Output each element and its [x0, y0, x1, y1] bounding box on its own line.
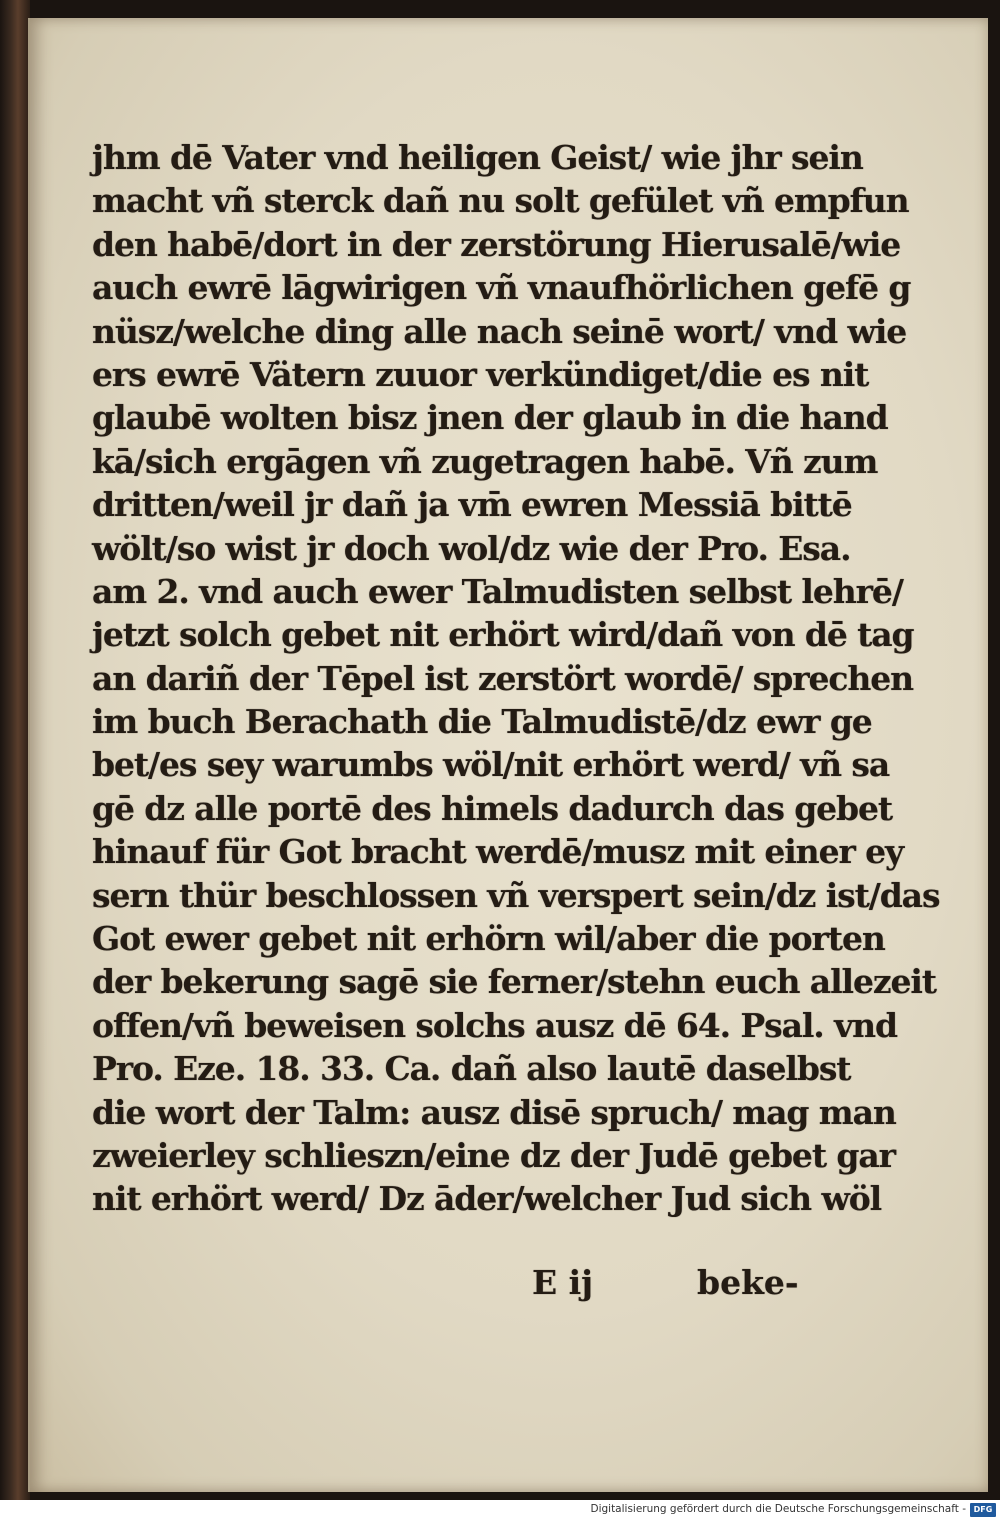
catchword: beke- [697, 1263, 799, 1302]
text-line: kā/sich ergāgen vñ zugetragen habē. Vñ zum [92, 441, 878, 481]
text-line: Pro. Eze. 18. 33. Ca. dañ also lautē daselbst [92, 1049, 851, 1089]
page-catchline [92, 1261, 799, 1305]
text-line: bet/es sey warumbs wöl/nit erhört werd/ vñ sa [92, 745, 890, 785]
text-line: sern thür beschlossen vñ verspert sein/dz ist/das [92, 875, 940, 915]
text-line: den habē/dort in der zerstörung Hierusalē/wie [92, 224, 901, 264]
book-page [28, 18, 988, 1492]
dfg-logo-icon [970, 1503, 996, 1517]
footer-bar [0, 1500, 1000, 1521]
text-line: ers ewrē Vätern zuuor verkündiget/die es nit [92, 354, 869, 394]
signature-mark: E ij [532, 1263, 594, 1302]
text-line: der bekerung sagē sie ferner/stehn euch allezeit [92, 962, 936, 1002]
text-line: die wort der Talm: ausz disē spruch/ mag man [92, 1092, 896, 1132]
text-line: auch ewrē lāgwirigen vñ vnaufhörlichen gefē g [92, 268, 911, 308]
text-line: glaubē wolten bisz jnen der glaub in die hand [92, 398, 888, 438]
text-line: hinauf für Got bracht werdē/musz mit einer ey [92, 832, 904, 872]
text-line: wölt/so wist jr doch wol/dz wie der Pro. Esa. [92, 528, 851, 568]
text-line: nit erhört werd/ Dz āder/welcher Jud sich wöl [92, 1179, 882, 1219]
text-line: an dariñ der Tēpel ist zerstört wordē/ sprechen [92, 658, 914, 698]
text-line: macht vñ sterck dañ nu solt gefület vñ empfun [92, 181, 909, 221]
text-line: dritten/weil jr dañ ja vm̄ ewren Messiā bittē [92, 485, 852, 525]
text-line: offen/vñ beweisen solchs ausz dē 64. Psal. vnd [92, 1005, 898, 1045]
book-binding-edge [0, 0, 30, 1500]
text-line: jhm dē Vater vnd heiligen Geist/ wie jhr sein [92, 138, 863, 177]
text-line: nüsz/welche ding alle nach seinē wort/ vnd wie [92, 311, 907, 351]
text-line: Got ewer gebet nit erhörn wil/aber die porten [92, 919, 885, 959]
text-line: zweierley schlieszn/eine dz der Judē gebet gar [92, 1135, 895, 1175]
page-text-block [92, 136, 940, 1221]
text-line: jetzt solch gebet nit erhört wird/dañ von dē tag [92, 615, 914, 655]
text-line: am 2. vnd auch ewer Talmudisten selbst lehrē/ [92, 571, 903, 611]
text-line: gē dz alle portē des himels dadurch das gebet [92, 788, 893, 828]
text-line: im buch Berachath die Talmudistē/dz ewr ge [92, 702, 872, 742]
funding-credit: Digitalisierung gefördert durch die Deutsche Forschungsgemeinschaft - [590, 1503, 966, 1515]
dfg-logo-text: DFG [973, 1505, 993, 1514]
